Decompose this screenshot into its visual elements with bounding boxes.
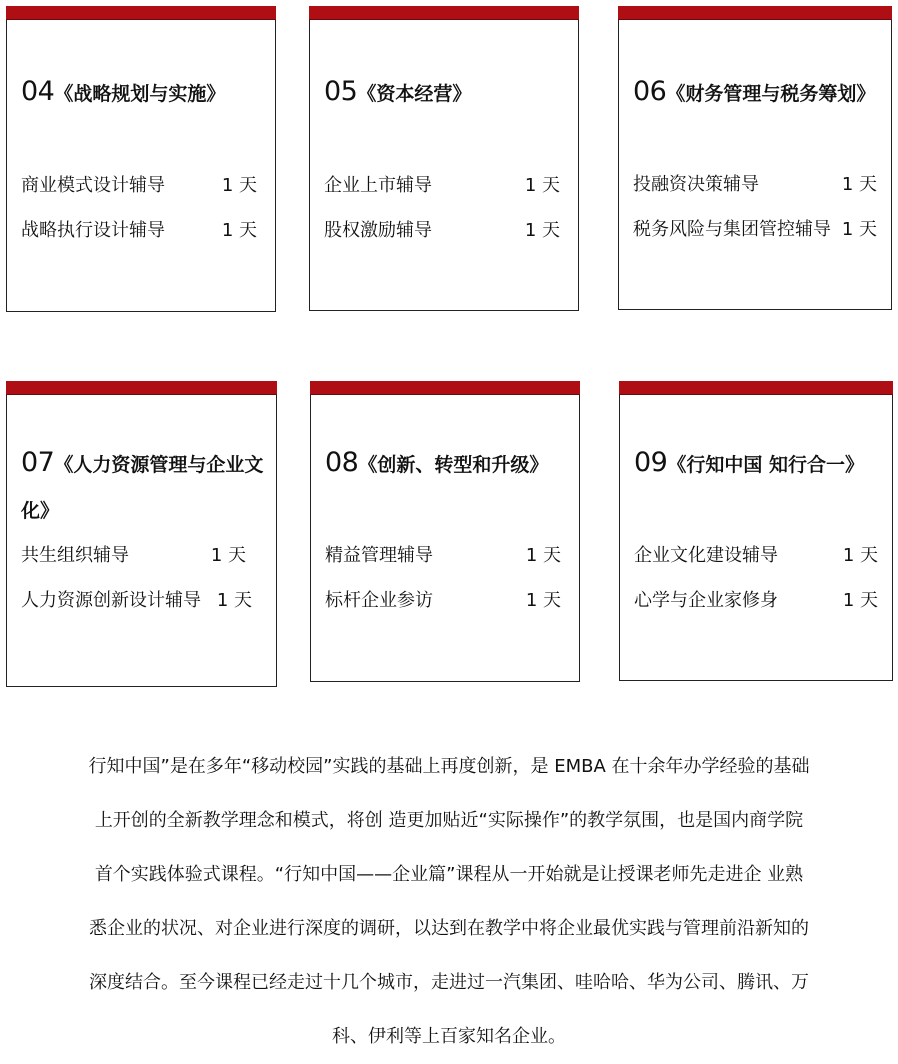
row-name: 人力资源创新设计辅导 [21, 590, 201, 611]
row-duration: 1 天 [524, 175, 560, 196]
description-line: 首个实践体验式课程。“行知中国——企业篇”课程从一开始就是让授课老师先走进企 业熟 [94, 864, 804, 885]
card-title-text: 《创新、转型和升级》 [358, 454, 549, 476]
card-number: 07 [21, 447, 55, 478]
card-header-bar [310, 381, 580, 395]
row-duration: 1 天 [216, 590, 252, 611]
card-header-bar [6, 6, 276, 20]
description-line: 深度结合。至今课程已经走过十几个城市，走进过一汽集团、哇哈哈、华为公司、腾讯、万 [89, 972, 809, 993]
card-title-text: 《财务管理与税务筹划》 [666, 83, 876, 105]
row-duration: 1 天 [841, 219, 877, 240]
card-row [21, 541, 246, 571]
row-duration: 1 天 [525, 545, 561, 566]
card-title [21, 440, 268, 534]
card-title-text: 《资本经营》 [357, 83, 472, 105]
row-name: 投融资决策辅导 [633, 174, 759, 195]
description-paragraph [40, 740, 858, 1064]
course-card-04 [6, 6, 276, 312]
row-duration: 1 天 [841, 174, 877, 195]
row-name: 精益管理辅导 [325, 545, 433, 566]
card-title-text: 《战略规划与实施》 [54, 83, 226, 105]
row-name: 商业模式设计辅导 [21, 175, 165, 196]
card-title [21, 69, 267, 117]
row-name: 共生组织辅导 [21, 545, 129, 566]
card-row [21, 586, 252, 616]
card-row [634, 586, 878, 616]
card-header-bar [618, 6, 892, 20]
card-row [324, 216, 560, 246]
row-duration: 1 天 [842, 590, 878, 611]
row-name: 战略执行设计辅导 [21, 220, 165, 241]
row-name: 心学与企业家修身 [634, 590, 778, 611]
card-title [634, 440, 884, 488]
card-row [324, 171, 560, 201]
row-name: 企业文化建设辅导 [634, 545, 778, 566]
card-title [325, 440, 571, 488]
description-line: 上开创的全新教学理念和模式，将创 造更加贴近“实际操作”的教学氛围，也是国内商学院 [94, 810, 804, 831]
row-duration: 1 天 [221, 220, 257, 241]
card-row [21, 216, 257, 246]
card-title-text: 《人力资源管理与企业文化》 [21, 454, 264, 522]
card-number: 05 [324, 76, 358, 107]
card-title [324, 69, 570, 117]
card-row [21, 171, 257, 201]
course-card-08 [310, 381, 580, 682]
course-card-06 [618, 6, 892, 310]
description-line: 行知中国”是在多年“移动校园”实践的基础上再度创新，是 EMBA 在十余年办学经验的基础 [88, 756, 810, 777]
row-name: 股权激励辅导 [324, 220, 432, 241]
card-row [634, 541, 878, 571]
description-line: 科、伊利等上百家知名企业。 [332, 1026, 566, 1047]
card-row [633, 170, 877, 200]
card-row [325, 541, 561, 571]
row-name: 企业上市辅导 [324, 175, 432, 196]
card-title-text: 《行知中国 知行合一》 [667, 454, 864, 476]
course-card-09 [619, 381, 893, 681]
card-number: 09 [634, 447, 668, 478]
card-number: 08 [325, 447, 359, 478]
row-duration: 1 天 [525, 590, 561, 611]
card-row [633, 215, 877, 245]
row-name: 税务风险与集团管控辅导 [633, 219, 831, 240]
card-number: 04 [21, 76, 55, 107]
card-header-bar [619, 381, 893, 395]
card-title [633, 69, 883, 117]
row-duration: 1 天 [221, 175, 257, 196]
course-card-07 [6, 381, 277, 687]
card-row [325, 586, 561, 616]
description-line: 悉企业的状况、对企业进行深度的调研，以达到在教学中将企业最优实践与管理前沿新知的 [89, 918, 809, 939]
row-name: 标杆企业参访 [325, 590, 433, 611]
row-duration: 1 天 [524, 220, 560, 241]
card-header-bar [6, 381, 277, 395]
card-number: 06 [633, 76, 667, 107]
row-duration: 1 天 [842, 545, 878, 566]
row-duration: 1 天 [210, 545, 246, 566]
card-header-bar [309, 6, 579, 20]
course-card-05 [309, 6, 579, 311]
